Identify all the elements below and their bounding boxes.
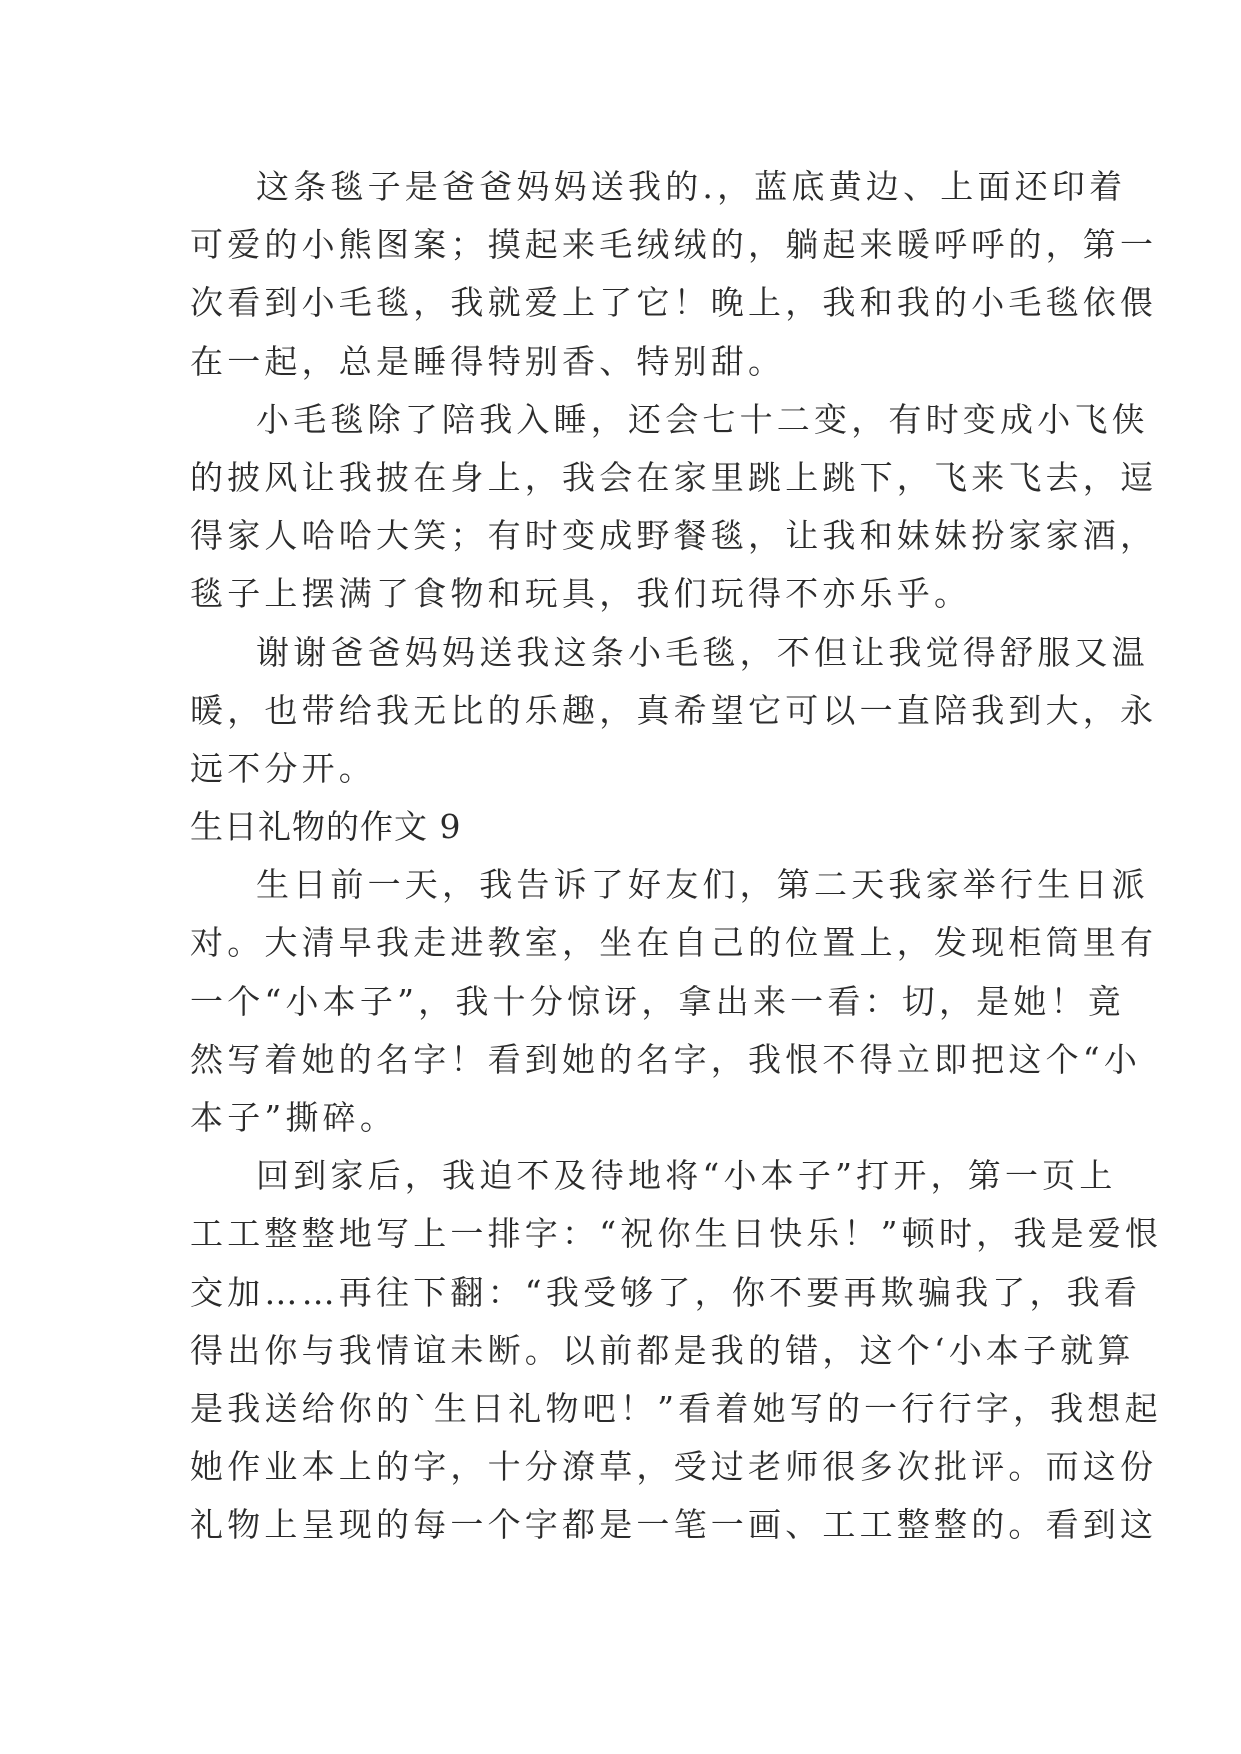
document-page	[190, 158, 1163, 1555]
text-line: 得家人哈哈大笑；有时变成野餐毯，让我和妹妹扮家家酒，	[190, 516, 1158, 556]
text-line: 生日前一天，我告诉了好友们，第二天我家举行生日派	[256, 865, 1149, 905]
text-line: 谢谢爸爸妈妈送我这条小毛毯，不但让我觉得舒服又温	[256, 632, 1149, 672]
text-line: 毯子上摆满了食物和玩具，我们玩得不亦乐乎。	[190, 574, 972, 614]
text-line: 她作业本上的字，十分潦草，受过老师很多次批评。而这份	[190, 1447, 1158, 1487]
text-line: 本子”撕碎。	[190, 1098, 398, 1137]
text-line: 交加……再往下翻：“我受够了，你不要再欺骗我了，我看	[190, 1272, 1142, 1312]
text-line: 的披风让我披在身上，我会在家里跳上跳下，飞来飞去，逗	[190, 457, 1158, 497]
text-line: 是我送给你的`生日礼物吧！”看着她写的一行行字，我想起	[190, 1388, 1162, 1428]
paragraph	[190, 856, 1158, 1147]
text-line: 在一起，总是睡得特别香、特别甜。	[190, 341, 786, 381]
text-line: 工工整整地写上一排字：“祝你生日快乐！”顿时，我是爱恨	[190, 1214, 1163, 1254]
text-line: 对。大清早我走进教室，坐在自己的位置上，发现柜筒里有	[190, 923, 1158, 963]
paragraph	[190, 1147, 1163, 1554]
text-line: 得出你与我情谊未断。以前都是我的错，这个‘小本子就算	[190, 1330, 1135, 1370]
text-line: 暖，也带给我无比的乐趣，真希望它可以一直陪我到大，永	[190, 690, 1158, 730]
text-line: 远不分开。	[190, 748, 376, 788]
text-line: 可爱的小熊图案；摸起来毛绒绒的，躺起来暖呼呼的，第一	[190, 225, 1158, 265]
text-line: 一个“小本子”，我十分惊讶，拿出来一看：切，是她！竟	[190, 981, 1125, 1021]
text-line: 然写着她的名字！看到她的名字，我恨不得立即把这个“小	[190, 1039, 1142, 1079]
text-line: 这条毯子是爸爸妈妈送我的.，蓝底黄边、上面还印着	[256, 167, 1127, 206]
paragraph	[190, 391, 1158, 624]
text-line: 次看到小毛毯，我就爱上了它！晚上，我和我的小毛毯依偎	[190, 283, 1158, 323]
text-line: 回到家后，我迫不及待地将“小本子”打开，第一页上	[256, 1156, 1117, 1196]
paragraph	[190, 624, 1158, 799]
paragraph	[190, 158, 1158, 391]
text-line: 礼物上呈现的每一个字都是一笔一画、工工整整的。看到这	[190, 1505, 1158, 1545]
text-line: 小毛毯除了陪我入睡，还会七十二变，有时变成小飞侠	[256, 399, 1149, 439]
section-heading: 生日礼物的作文 9	[190, 807, 462, 847]
